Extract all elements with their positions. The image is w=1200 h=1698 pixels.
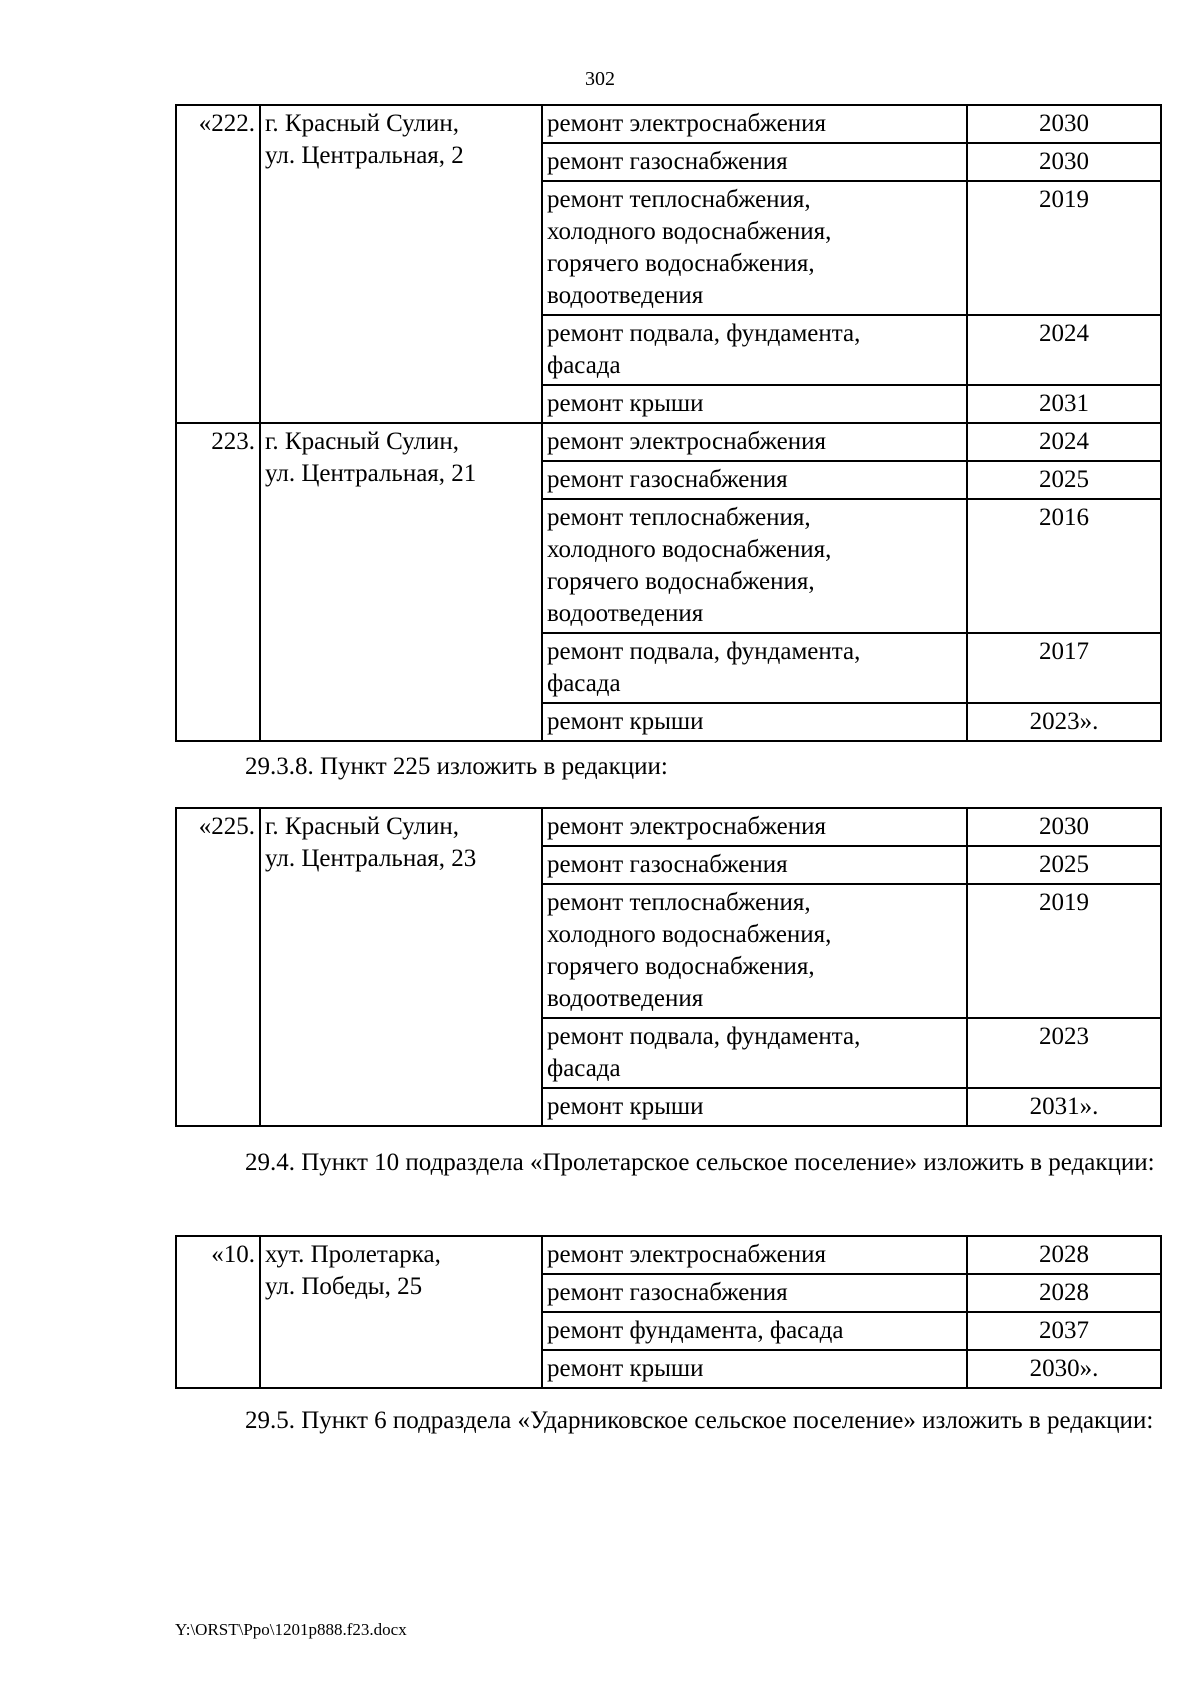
table-row: [176, 1236, 1161, 1274]
file-path-footer: Y:\ORST\Ppo\1201p888.f23.docx: [175, 1620, 407, 1639]
repair-work-line: ремонт подвала, фундамента,: [547, 638, 861, 665]
repair-work-line: холодного водоснабжения,: [547, 921, 832, 948]
repair-work-cell: [542, 1018, 967, 1088]
year-cell: [967, 105, 1161, 143]
repair-work-cell: [542, 1350, 967, 1388]
repair-work-line: холодного водоснабжения,: [547, 536, 832, 563]
repair-work-cell: [542, 461, 967, 499]
repair-work-line: ремонт подвала, фундамента,: [547, 320, 861, 347]
repair-work-line: горячего водоснабжения,: [547, 953, 815, 980]
year-value: 2019: [1039, 889, 1089, 916]
repair-work-cell: [542, 181, 967, 315]
repair-work-line: ремонт газоснабжения: [547, 148, 788, 175]
address-cell: [260, 423, 542, 741]
repair-work-line: водоотведения: [547, 985, 704, 1012]
year-value: 2024: [1039, 428, 1089, 455]
table-row: [176, 423, 1161, 461]
repair-work-cell: [542, 633, 967, 703]
repair-work-cell: [542, 1274, 967, 1312]
year-value: 2031».: [1029, 1093, 1099, 1120]
year-value: 2023».: [1029, 708, 1099, 735]
year-value: 2025: [1039, 851, 1089, 878]
repair-work-cell: [542, 1312, 967, 1350]
repair-work-cell: [542, 143, 967, 181]
year-cell: [967, 143, 1161, 181]
repair-work-line: ремонт крыши: [547, 1093, 704, 1120]
repair-work-line: фасада: [547, 1055, 621, 1082]
year-value: 2025: [1039, 466, 1089, 493]
repair-work-line: ремонт теплоснабжения,: [547, 504, 811, 531]
address-line: ул. Центральная, 2: [265, 142, 464, 169]
repair-work-line: ремонт газоснабжения: [547, 466, 788, 493]
year-cell: [967, 703, 1161, 741]
repair-work-line: ремонт крыши: [547, 390, 704, 417]
repair-table-225: [175, 807, 1162, 1127]
year-value: 2028: [1039, 1241, 1089, 1268]
year-cell: [967, 1236, 1161, 1274]
repair-work-cell: [542, 423, 967, 461]
year-value: 2030: [1039, 148, 1089, 175]
address-cell: [260, 105, 542, 423]
year-cell: [967, 181, 1161, 315]
repair-work-cell: [542, 105, 967, 143]
year-cell: [967, 385, 1161, 423]
repair-work-cell: [542, 703, 967, 741]
year-value: 2023: [1039, 1023, 1089, 1050]
address-line: г. Красный Сулин,: [265, 813, 460, 840]
year-cell: [967, 808, 1161, 846]
address-line: ул. Центральная, 21: [265, 460, 477, 487]
repair-work-line: водоотведения: [547, 282, 704, 309]
repair-work-line: ремонт крыши: [547, 1355, 704, 1382]
year-value: 2028: [1039, 1279, 1089, 1306]
year-cell: [967, 461, 1161, 499]
year-value: 2030: [1039, 813, 1089, 840]
item-number: 223.: [176, 423, 260, 741]
repair-work-line: ремонт электроснабжения: [547, 813, 826, 840]
year-cell: [967, 499, 1161, 633]
repair-work-cell: [542, 499, 967, 633]
repair-work-line: ремонт фундамента, фасада: [547, 1317, 844, 1344]
year-cell: [967, 315, 1161, 385]
repair-work-cell: [542, 385, 967, 423]
repair-work-line: горячего водоснабжения,: [547, 568, 815, 595]
repair-work-line: фасада: [547, 352, 621, 379]
repair-work-line: холодного водоснабжения,: [547, 218, 832, 245]
table-row: [176, 105, 1161, 143]
year-cell: [967, 1274, 1161, 1312]
repair-work-line: ремонт газоснабжения: [547, 851, 788, 878]
repair-work-line: ремонт подвала, фундамента,: [547, 1023, 861, 1050]
repair-work-cell: [542, 1236, 967, 1274]
address-line: хут. Пролетарка,: [265, 1241, 441, 1268]
year-cell: [967, 846, 1161, 884]
year-value: 2017: [1039, 638, 1089, 665]
year-cell: [967, 1018, 1161, 1088]
year-value: 2019: [1039, 186, 1089, 213]
repair-work-line: ремонт электроснабжения: [547, 1241, 826, 1268]
paragraph-29-4: 29.4. Пункт 10 подраздела «Пролетарское сельское поселение» изложить в редакции:: [245, 1149, 1155, 1176]
repair-table-222-223: [175, 104, 1162, 742]
repair-work-cell: [542, 808, 967, 846]
repair-work-line: водоотведения: [547, 600, 704, 627]
repair-work-line: ремонт крыши: [547, 708, 704, 735]
year-cell: [967, 884, 1161, 1018]
year-cell: [967, 1350, 1161, 1388]
year-cell: [967, 1088, 1161, 1126]
paragraph-29-5: 29.5. Пункт 6 подраздела «Ударниковское сельское поселение» изложить в редакции:: [245, 1407, 1154, 1434]
address-cell: [260, 808, 542, 1126]
repair-table-10: [175, 1235, 1162, 1389]
repair-work-cell: [542, 884, 967, 1018]
year-value: 2030».: [1029, 1355, 1099, 1382]
year-value: 2030: [1039, 110, 1089, 137]
repair-work-line: ремонт электроснабжения: [547, 428, 826, 455]
item-number: «225.: [176, 808, 260, 1126]
page-number: 302: [585, 68, 615, 90]
year-value: 2016: [1039, 504, 1089, 531]
repair-work-line: горячего водоснабжения,: [547, 250, 815, 277]
year-value: 2037: [1039, 1317, 1089, 1344]
repair-work-line: ремонт газоснабжения: [547, 1279, 788, 1306]
address-line: г. Красный Сулин,: [265, 110, 460, 137]
year-value: 2031: [1039, 390, 1089, 417]
repair-work-cell: [542, 1088, 967, 1126]
address-line: ул. Победы, 25: [265, 1273, 423, 1300]
year-cell: [967, 1312, 1161, 1350]
repair-work-cell: [542, 315, 967, 385]
item-number: «10.: [176, 1236, 260, 1388]
paragraph-29-3-8: 29.3.8. Пункт 225 изложить в редакции:: [245, 753, 668, 780]
repair-work-line: ремонт теплоснабжения,: [547, 186, 811, 213]
year-value: 2024: [1039, 320, 1089, 347]
repair-work-cell: [542, 846, 967, 884]
repair-work-line: фасада: [547, 670, 621, 697]
table-row: [176, 808, 1161, 846]
address-cell: [260, 1236, 542, 1388]
year-cell: [967, 423, 1161, 461]
repair-work-line: ремонт электроснабжения: [547, 110, 826, 137]
year-cell: [967, 633, 1161, 703]
address-line: г. Красный Сулин,: [265, 428, 460, 455]
item-number: «222.: [176, 105, 260, 423]
repair-work-line: ремонт теплоснабжения,: [547, 889, 811, 916]
address-line: ул. Центральная, 23: [265, 845, 477, 872]
